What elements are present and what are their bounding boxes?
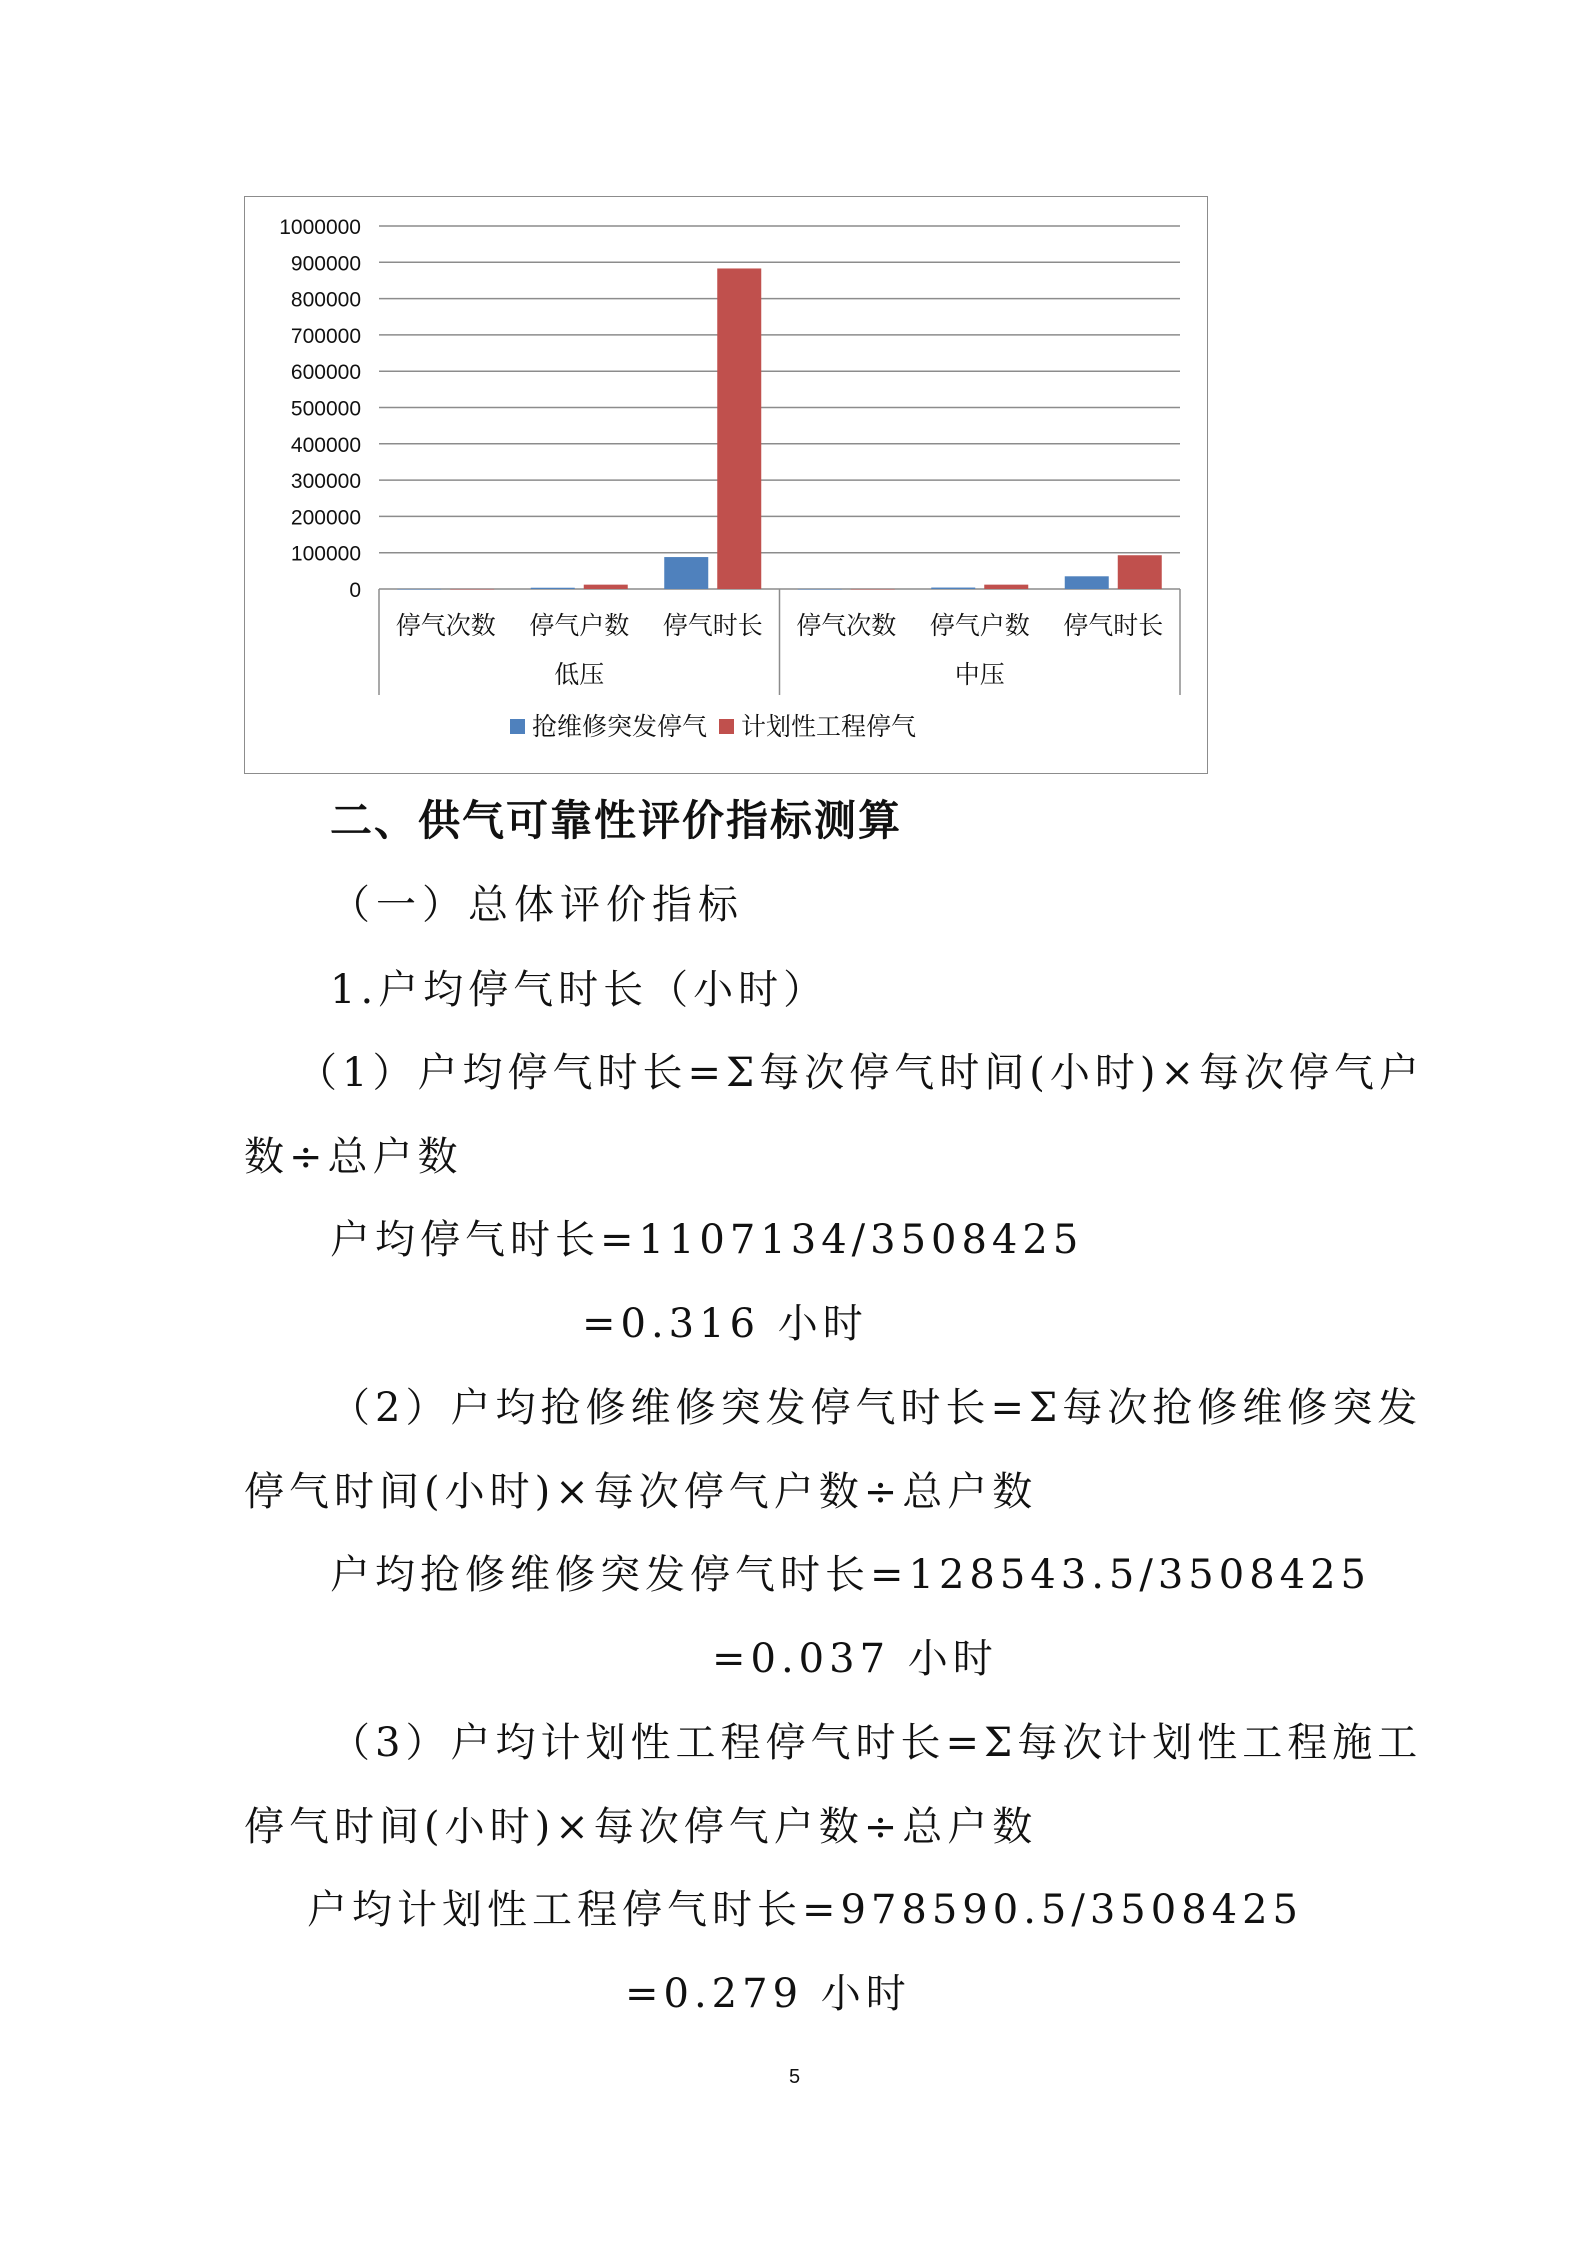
paragraph-2-line-1: （2）户均抢修维修突发停气时长=Σ每次抢修维修突发 <box>330 1385 1423 1431</box>
paragraph-1-line-1: （1）户均停气时长=Σ每次停气时间(小时)×每次停气户 <box>297 1050 1424 1096</box>
x-category-label: 停气户数 <box>529 611 630 640</box>
y-tick-label: 900000 <box>290 252 361 276</box>
y-tick-label: 1000000 <box>279 216 361 239</box>
chart-svg <box>245 197 1207 773</box>
y-tick-label: 800000 <box>290 288 361 312</box>
legend-label: 抢维修突发停气 <box>532 712 708 741</box>
bar <box>851 589 895 590</box>
y-tick-label: 400000 <box>290 433 361 457</box>
x-category-label: 停气次数 <box>395 611 496 640</box>
formula-2-line-1: 户均抢修维修突发停气时长=128543.5/3508425 <box>330 1552 1371 1598</box>
bar <box>984 585 1028 589</box>
x-group-label: 低压 <box>554 660 605 689</box>
formula-3-line-1: 户均计划性工程停气时长=978590.5/3508425 <box>307 1887 1303 1933</box>
x-category-label: 停气次数 <box>796 611 897 640</box>
bar <box>798 589 842 590</box>
y-tick-label: 300000 <box>290 470 361 494</box>
bar <box>1118 555 1162 589</box>
paragraph-3-line-1: （3）户均计划性工程停气时长=Σ每次计划性工程施工 <box>330 1720 1423 1766</box>
paragraph-2-line-2: 停气时间(小时)×每次停气户数÷总户数 <box>244 1469 1038 1515</box>
bar-chart <box>244 196 1208 774</box>
bar <box>717 268 761 589</box>
formula-2-line-2: =0.037 小时 <box>712 1636 998 1682</box>
bar <box>531 588 575 589</box>
x-category-label: 停气户数 <box>929 611 1030 640</box>
paragraph-3-line-2: 停气时间(小时)×每次停气户数÷总户数 <box>244 1804 1038 1850</box>
x-category-label: 停气时长 <box>662 611 763 640</box>
section-heading: 二、供气可靠性评价指标测算 <box>330 796 903 845</box>
item-heading: 1.户均停气时长（小时） <box>330 967 829 1013</box>
y-tick-label: 200000 <box>290 506 361 530</box>
bar <box>1065 576 1109 589</box>
y-tick-label: 0 <box>349 579 361 602</box>
paragraph-1-line-2: 数÷总户数 <box>244 1134 463 1180</box>
bar <box>450 589 494 590</box>
bar <box>931 588 975 589</box>
y-tick-label: 600000 <box>290 361 361 385</box>
page-number: 5 <box>789 2066 801 2088</box>
legend-label: 计划性工程停气 <box>741 712 917 741</box>
x-category-label: 停气时长 <box>1063 611 1164 640</box>
formula-1-line-2: =0.316 小时 <box>582 1301 868 1347</box>
y-tick-label: 500000 <box>290 397 361 421</box>
bar <box>397 589 441 590</box>
subsection-heading: （一）总体评价指标 <box>330 882 744 928</box>
formula-1-line-1: 户均停气时长=1107134/3508425 <box>330 1217 1084 1263</box>
formula-3-line-2: =0.279 小时 <box>625 1971 911 2017</box>
bar <box>584 585 628 589</box>
y-tick-label: 100000 <box>290 542 361 566</box>
legend-swatch <box>510 719 525 734</box>
legend-swatch <box>719 719 734 734</box>
y-tick-label: 700000 <box>290 324 361 348</box>
x-group-label: 中压 <box>954 660 1005 689</box>
bar <box>664 557 708 589</box>
